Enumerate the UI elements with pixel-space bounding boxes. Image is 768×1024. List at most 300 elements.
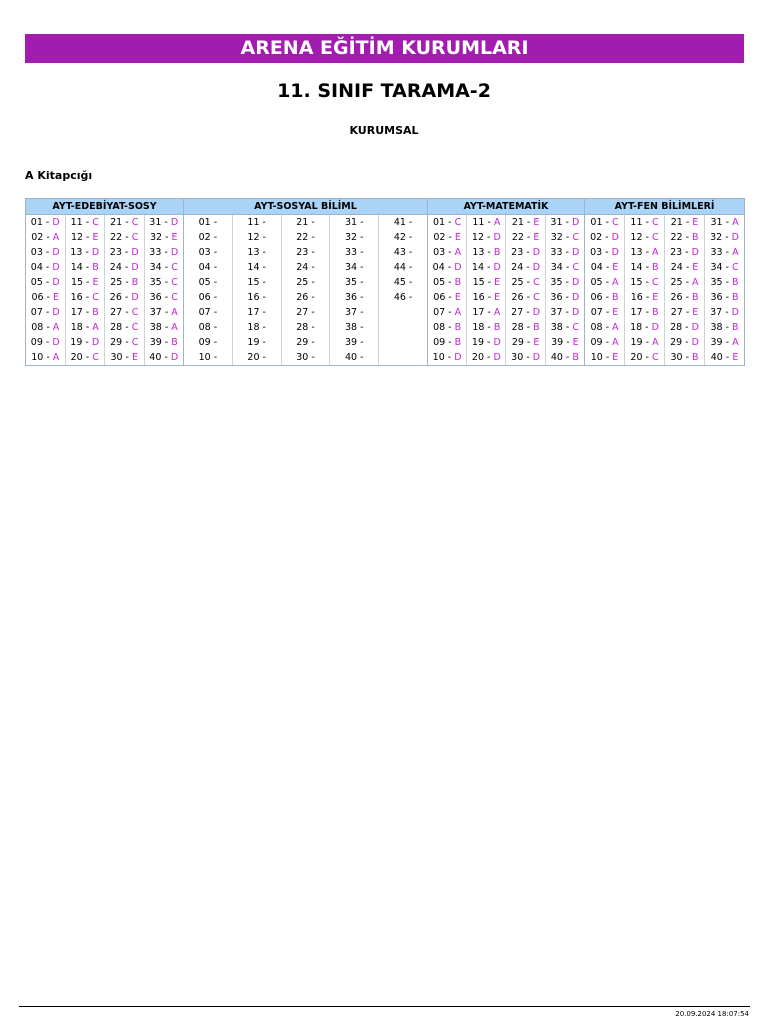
answer-cell: [105, 320, 145, 335]
question-number: 03 -: [198, 247, 218, 258]
question-number: 02 -: [31, 232, 53, 243]
answer-cell: [625, 230, 665, 245]
answer-letter: D: [52, 337, 60, 348]
question-number: 12 -: [471, 232, 494, 243]
answer-letter: B: [692, 232, 699, 243]
question-number: 37 -: [550, 307, 572, 318]
answer-cell: [705, 290, 745, 305]
question-number: 11 -: [70, 217, 93, 228]
question-number: 27 -: [296, 307, 315, 318]
question-number: 05 -: [433, 277, 455, 288]
answer-cell: [585, 320, 625, 335]
answer-letter: B: [493, 322, 501, 333]
question-number: 08 -: [433, 322, 455, 333]
answer-letter: D: [131, 247, 139, 258]
answer-letter: A: [652, 247, 659, 258]
answer-cell: [105, 350, 145, 366]
answer-cell: [144, 290, 184, 305]
answer-cell: [585, 245, 625, 260]
question-number: 20 -: [471, 352, 494, 363]
question-number: 36 -: [550, 292, 572, 303]
answer-letter: C: [572, 232, 579, 243]
question-number: 13 -: [630, 247, 653, 258]
answer-cell: [232, 275, 281, 290]
question-number: 13 -: [247, 247, 266, 258]
answer-cell: [545, 290, 584, 305]
answer-letter: A: [493, 307, 501, 318]
answer-letter: B: [533, 322, 540, 333]
answer-letter: E: [572, 337, 579, 348]
answer-letter: A: [732, 337, 739, 348]
answer-cell: [427, 215, 466, 231]
question-number: 25 -: [296, 277, 315, 288]
answer-cell: [105, 230, 145, 245]
question-number: 21 -: [296, 217, 315, 228]
answer-cell: [144, 230, 184, 245]
answer-letter: D: [731, 232, 739, 243]
question-number: 30 -: [670, 352, 693, 363]
answer-letter: E: [612, 307, 619, 318]
answer-letter: D: [571, 217, 580, 228]
answer-cell: [379, 275, 428, 290]
answer-letter: D: [131, 262, 139, 273]
question-number: 35 -: [345, 277, 364, 288]
answer-cell: [427, 260, 466, 275]
answer-letter: D: [571, 292, 580, 303]
answer-letter: C: [572, 322, 579, 333]
question-number: 03 -: [590, 247, 612, 258]
answer-letter: E: [692, 307, 699, 318]
question-number: 40 -: [550, 352, 573, 363]
question-number: 41 -: [393, 217, 413, 228]
answer-cell: [184, 230, 233, 245]
answer-cell: [65, 230, 105, 245]
answer-cell: [232, 245, 281, 260]
question-number: 31 -: [345, 217, 364, 228]
question-number: 06 -: [198, 292, 218, 303]
answer-cell: [705, 215, 745, 231]
question-number: 40 -: [710, 352, 733, 363]
answer-cell: [506, 335, 545, 350]
empty-cell: [379, 350, 428, 366]
section-title: AYT-SOSYAL BİLİML: [184, 199, 428, 215]
answer-cell: [144, 215, 184, 231]
question-number: 15 -: [630, 277, 652, 288]
answer-cell: [232, 230, 281, 245]
question-number: 33 -: [149, 247, 171, 258]
answer-letter: C: [572, 262, 579, 273]
question-number: 18 -: [472, 322, 494, 333]
question-number: 21 -: [511, 217, 534, 228]
question-number: 11 -: [247, 217, 266, 228]
question-number: 19 -: [247, 337, 266, 348]
answer-cell: [625, 320, 665, 335]
answer-letter: C: [131, 322, 139, 333]
answer-letter: B: [454, 277, 462, 288]
question-number: 32 -: [345, 232, 364, 243]
answer-letter: A: [52, 352, 60, 363]
section-title: AYT-FEN BİLİMLERİ: [585, 199, 745, 215]
answer-letter: E: [732, 352, 739, 363]
answer-key-table: [25, 198, 745, 366]
answer-cell: [232, 335, 281, 350]
answer-letter: D: [571, 307, 580, 318]
answer-letter: B: [493, 247, 501, 258]
question-number: 18 -: [70, 322, 93, 333]
answer-cell: [232, 215, 281, 231]
answer-letter: E: [612, 352, 619, 363]
question-number: 28 -: [511, 322, 534, 333]
question-number: 19 -: [70, 337, 92, 348]
answer-cell: [467, 320, 506, 335]
answer-cell: [506, 320, 545, 335]
question-number: 12 -: [70, 232, 93, 243]
answer-cell: [26, 290, 66, 305]
answer-letter: D: [52, 247, 60, 258]
question-number: 05 -: [198, 277, 218, 288]
question-number: 12 -: [247, 232, 266, 243]
answer-cell: [330, 275, 379, 290]
question-number: 16 -: [630, 292, 653, 303]
answer-cell: [65, 260, 105, 275]
question-number: 26 -: [109, 292, 132, 303]
answer-cell: [105, 290, 145, 305]
answer-letter: C: [533, 292, 540, 303]
question-number: 45 -: [393, 277, 413, 288]
answer-letter: D: [691, 247, 699, 258]
answer-letter: A: [171, 307, 178, 318]
answer-cell: [330, 215, 379, 231]
section-title: AYT-EDEBİYAT-SOSY: [26, 199, 184, 215]
answer-cell: [184, 335, 233, 350]
answer-letter: B: [692, 292, 699, 303]
answer-cell: [506, 230, 545, 245]
question-number: 04 -: [198, 262, 218, 273]
question-number: 37 -: [710, 307, 732, 318]
question-number: 20 -: [70, 352, 93, 363]
question-number: 08 -: [590, 322, 613, 333]
answer-row: [26, 215, 745, 231]
question-number: 24 -: [109, 262, 132, 273]
answer-letter: D: [170, 217, 179, 228]
answer-cell: [585, 215, 625, 231]
answer-cell: [625, 290, 665, 305]
answer-cell: [65, 335, 105, 350]
answer-letter: C: [651, 277, 659, 288]
answer-cell: [330, 230, 379, 245]
question-number: 39 -: [345, 337, 364, 348]
question-number: 18 -: [630, 322, 652, 333]
answer-cell: [665, 275, 705, 290]
answer-letter: C: [651, 232, 659, 243]
answer-cell: [379, 215, 428, 231]
question-number: 34 -: [550, 262, 573, 273]
answer-cell: [144, 245, 184, 260]
answer-cell: [585, 275, 625, 290]
answer-cell: [232, 320, 281, 335]
question-number: 34 -: [345, 262, 364, 273]
answer-letter: E: [692, 262, 699, 273]
answer-row: [26, 335, 745, 350]
answer-letter: C: [651, 352, 659, 363]
answer-letter: B: [454, 322, 462, 333]
answer-cell: [232, 305, 281, 320]
answer-letter: C: [651, 217, 659, 228]
answer-cell: [105, 305, 145, 320]
empty-cell: [379, 320, 428, 335]
question-number: 37 -: [345, 307, 364, 318]
answer-cell: [105, 335, 145, 350]
question-number: 07 -: [590, 307, 613, 318]
answer-cell: [705, 275, 745, 290]
answer-cell: [26, 245, 66, 260]
question-number: 23 -: [511, 247, 533, 258]
answer-cell: [545, 305, 584, 320]
question-number: 30 -: [296, 352, 315, 363]
answer-letter: B: [92, 262, 99, 273]
question-number: 09 -: [433, 337, 455, 348]
question-number: 06 -: [433, 292, 455, 303]
question-number: 25 -: [670, 277, 693, 288]
question-number: 14 -: [471, 262, 494, 273]
question-number: 06 -: [31, 292, 54, 303]
question-number: 33 -: [550, 247, 572, 258]
answer-letter: D: [454, 352, 462, 363]
answer-letter: B: [92, 307, 99, 318]
answer-cell: [65, 215, 105, 231]
answer-letter: A: [612, 277, 619, 288]
answer-letter: D: [454, 262, 462, 273]
question-number: 04 -: [30, 262, 53, 273]
answer-letter: D: [52, 217, 60, 228]
answer-cell: [184, 305, 233, 320]
question-number: 13 -: [472, 247, 494, 258]
answer-cell: [427, 275, 466, 290]
question-number: 07 -: [198, 307, 218, 318]
answer-cell: [506, 215, 545, 231]
answer-letter: C: [533, 277, 540, 288]
question-number: 27 -: [511, 307, 533, 318]
question-number: 03 -: [30, 247, 53, 258]
question-number: 36 -: [149, 292, 172, 303]
answer-letter: D: [611, 247, 619, 258]
answer-letter: A: [454, 247, 462, 258]
answer-letter: E: [53, 292, 60, 303]
booklet-label: A Kitapcığı: [25, 169, 93, 182]
answer-cell: [625, 305, 665, 320]
answer-cell: [585, 335, 625, 350]
question-number: 15 -: [247, 277, 266, 288]
answer-cell: [281, 215, 330, 231]
answer-cell: [665, 215, 705, 231]
question-number: 42 -: [393, 232, 413, 243]
answer-letter: D: [493, 337, 501, 348]
answer-cell: [625, 215, 665, 231]
answer-cell: [467, 275, 506, 290]
answer-cell: [26, 260, 66, 275]
answer-letter: B: [732, 292, 739, 303]
answer-letter: D: [493, 352, 501, 363]
answer-cell: [665, 290, 705, 305]
question-number: 21 -: [670, 217, 693, 228]
answer-letter: C: [171, 262, 178, 273]
answer-cell: [281, 245, 330, 260]
answer-cell: [379, 230, 428, 245]
question-number: 01 -: [433, 217, 455, 228]
answer-cell: [585, 305, 625, 320]
answer-cell: [281, 350, 330, 366]
question-number: 38 -: [550, 322, 573, 333]
question-number: 39 -: [551, 337, 573, 348]
answer-letter: D: [571, 277, 580, 288]
answer-cell: [467, 230, 506, 245]
answer-cell: [65, 245, 105, 260]
answer-cell: [506, 245, 545, 260]
answer-letter: A: [92, 322, 99, 333]
answer-letter: A: [52, 232, 60, 243]
answer-cell: [665, 335, 705, 350]
question-number: 26 -: [296, 292, 315, 303]
answer-letter: B: [732, 322, 739, 333]
question-number: 35 -: [710, 277, 733, 288]
answer-letter: E: [533, 217, 540, 228]
answer-letter: D: [493, 262, 501, 273]
answer-row: [26, 230, 745, 245]
question-number: 31 -: [149, 217, 171, 228]
question-number: 24 -: [670, 262, 693, 273]
question-number: 37 -: [149, 307, 172, 318]
answer-cell: [26, 305, 66, 320]
answer-cell: [184, 215, 233, 231]
answer-letter: E: [494, 292, 501, 303]
question-number: 44 -: [393, 262, 413, 273]
question-number: 33 -: [345, 247, 364, 258]
answer-letter: A: [692, 277, 699, 288]
question-number: 22 -: [296, 232, 315, 243]
answer-row: [26, 350, 745, 366]
answer-letter: C: [732, 262, 739, 273]
question-number: 06 -: [590, 292, 613, 303]
answer-letter: D: [532, 307, 541, 318]
answer-cell: [545, 350, 584, 366]
question-number: 22 -: [110, 232, 132, 243]
answer-cell: [705, 305, 745, 320]
answer-letter: E: [494, 277, 501, 288]
answer-letter: B: [652, 262, 659, 273]
answer-cell: [330, 260, 379, 275]
answer-row: [26, 290, 745, 305]
answer-letter: E: [132, 352, 139, 363]
question-number: 19 -: [471, 337, 494, 348]
answer-cell: [65, 305, 105, 320]
answer-cell: [427, 335, 466, 350]
question-number: 05 -: [30, 277, 53, 288]
question-number: 16 -: [247, 292, 266, 303]
answer-letter: E: [454, 292, 461, 303]
question-number: 13 -: [70, 247, 92, 258]
question-number: 28 -: [110, 322, 132, 333]
answer-cell: [144, 305, 184, 320]
question-number: 40 -: [149, 352, 171, 363]
answer-cell: [144, 275, 184, 290]
answer-letter: D: [91, 247, 100, 258]
answer-letter: D: [52, 262, 60, 273]
answer-cell: [281, 290, 330, 305]
answer-letter: E: [454, 232, 461, 243]
answer-letter: D: [532, 247, 541, 258]
question-number: 20 -: [247, 352, 266, 363]
answer-cell: [330, 305, 379, 320]
question-number: 09 -: [198, 337, 218, 348]
answer-letter: D: [532, 262, 541, 273]
answer-letter: B: [652, 307, 659, 318]
question-number: 02 -: [590, 232, 612, 243]
answer-letter: D: [131, 292, 139, 303]
answer-cell: [545, 335, 584, 350]
answer-letter: D: [691, 322, 699, 333]
question-number: 07 -: [433, 307, 455, 318]
answer-cell: [705, 320, 745, 335]
answer-cell: [65, 320, 105, 335]
answer-letter: E: [533, 232, 540, 243]
answer-cell: [26, 230, 66, 245]
answer-letter: E: [652, 292, 659, 303]
question-number: 35 -: [550, 277, 572, 288]
answer-cell: [625, 260, 665, 275]
question-number: 14 -: [630, 262, 653, 273]
answer-cell: [625, 350, 665, 366]
answer-cell: [144, 350, 184, 366]
answer-cell: [184, 260, 233, 275]
answer-cell: [506, 305, 545, 320]
answer-letter: C: [171, 277, 178, 288]
question-number: 38 -: [149, 322, 172, 333]
answer-row: [26, 260, 745, 275]
answer-cell: [26, 275, 66, 290]
answer-letter: D: [731, 307, 739, 318]
answer-letter: A: [612, 322, 619, 333]
question-number: 38 -: [710, 322, 733, 333]
question-number: 31 -: [550, 217, 572, 228]
question-number: 14 -: [70, 262, 93, 273]
answer-letter: D: [571, 247, 580, 258]
answer-cell: [105, 275, 145, 290]
answer-letter: D: [493, 232, 501, 243]
question-number: 28 -: [670, 322, 692, 333]
answer-letter: A: [493, 217, 501, 228]
answer-cell: [705, 230, 745, 245]
answer-row: [26, 305, 745, 320]
question-number: 24 -: [296, 262, 315, 273]
question-number: 17 -: [70, 307, 93, 318]
answer-cell: [545, 260, 584, 275]
answer-cell: [105, 245, 145, 260]
answer-cell: [545, 230, 584, 245]
question-number: 16 -: [472, 292, 495, 303]
question-number: 29 -: [511, 337, 534, 348]
answer-cell: [427, 245, 466, 260]
answer-cell: [585, 350, 625, 366]
answer-cell: [65, 350, 105, 366]
answer-letter: D: [691, 337, 699, 348]
question-number: 32 -: [550, 232, 573, 243]
answer-letter: D: [91, 337, 100, 348]
answer-cell: [330, 245, 379, 260]
question-number: 08 -: [198, 322, 218, 333]
answer-letter: B: [692, 352, 699, 363]
question-number: 15 -: [472, 277, 495, 288]
question-number: 17 -: [630, 307, 653, 318]
